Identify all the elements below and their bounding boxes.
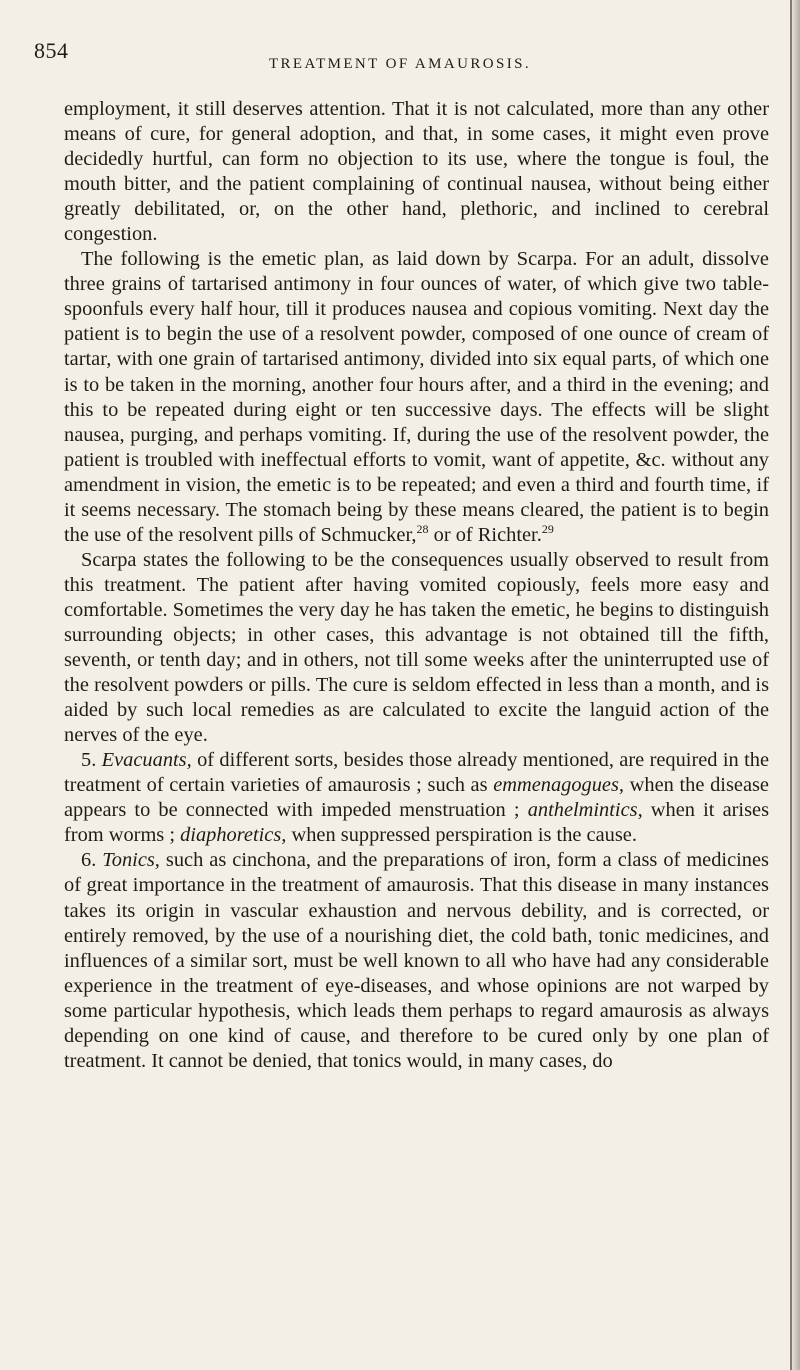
item-number-6: 6.	[81, 849, 103, 872]
term-diaphoretics: diaphoretics,	[180, 824, 287, 847]
paragraph-consequences: Scarpa states the following to be the consequences usually observed to result from this treatment. The patient after having vomited copiously, feels more easy and comfortable. Sometimes the very day he has taken the emetic, he begins to distinguish surrounding objects; in other cases, this advantage is not obtained till the fifth, seventh, or tenth day; and in others, not till some weeks after the uninterrupted use of the resolvent powders or pills. The cure is seldom effected in less than a month, and is aided by such local remedies as are calculated to excite the languid action of the nerves of the eye.	[64, 548, 769, 747]
footnote-ref-28: 28	[416, 522, 429, 536]
item-number-5: 5.	[81, 749, 102, 772]
emetic-plan-text: The following is the emetic plan, as laid down by Scarpa. For an adult, dissolve three grains of tartarised antimony in four ounces of water, of which give two table-spoonfuls every half hour, till it produces nausea and copious vomiting. Next day the patient is to begin the use of a resolvent powder, composed of one ounce of cream of tartar, with one grain of tartarised antimony, divided into six equal parts, of which one is to be taken in the morning, another four hours after, and a third in the evening; and this to be repeated during eight or ten successive days. The effects will be slight nausea, purging, and perhaps vomiting. If, during the use of the resolvent powder, the patient is troubled with ineffectual efforts to vomit, want of appetite, &c. without any amendment in vision, the emetic is to be repeated; and even a third and fourth time, if it seems necessary. The stomach being by these means cleared, the patient is to begin the use of the resolvent pills of Schmucker,	[64, 248, 769, 546]
page-number: 854	[34, 38, 69, 63]
running-head: TREATMENT OF AMAUROSIS.	[268, 56, 532, 72]
tonics-text: such as cinchona, and the preparations of iron, form a class of medicines of great importance in the treatment of amaurosis. That this disease in many instances takes its origin in vascular exhaustion and nervous debility, and is corrected, or entirely removed, by the use of a nourishing diet, the cold bath, tonic medicines, and influences of a similar sort, must be well known to all who have had any considerable experience in the treatment of eye-diseases, and whose opinions are not warped by some particular hypothesis, which leads them perhaps to regard amaurosis as always depending on one kind of cause, and therefore to be cured only by one plan of treatment. It cannot be denied, that tonics would, in many cases, do	[64, 849, 769, 1072]
paragraph-tonics	[64, 848, 769, 1073]
footnote-ref-29: 29	[541, 522, 554, 536]
evacuants-text-d: when suppressed perspiration is the cause.	[286, 824, 637, 847]
term-tonics: Tonics,	[102, 849, 160, 872]
body-text	[64, 97, 769, 1074]
emetic-plan-text-tail: or of Richter.	[428, 523, 542, 546]
evacuants-text-a: of different sorts, besides those already mentioned, are required in the treatment of certain varieties of amaurosis ; such as	[64, 749, 770, 797]
term-evacuants: Evacuants,	[101, 749, 192, 772]
paragraph-continuation: employment, it still deserves attention. That it is not calculated, more than any other means of cure, for general adoption, and that, in some cases, it might even prove decidedly hurtful, can form no objection to its use, where the tongue is foul, the mouth bitter, and the patient complaining of continual nausea, without being either greatly debilitated, or, on the other hand, plethoric, and inclined to cerebral congestion.	[64, 98, 769, 246]
evacuants-text-c: when it arises from worms ;	[64, 799, 769, 847]
term-anthelmintics: anthelmintics,	[527, 799, 643, 822]
paragraph-emetic-plan	[64, 247, 769, 548]
page-edge-line	[790, 0, 792, 1370]
term-emmenagogues: emmenagogues,	[493, 774, 625, 797]
evacuants-text-b: when the disease appears to be connected with impeded menstruation ;	[64, 774, 769, 822]
paragraph-evacuants	[64, 748, 769, 848]
